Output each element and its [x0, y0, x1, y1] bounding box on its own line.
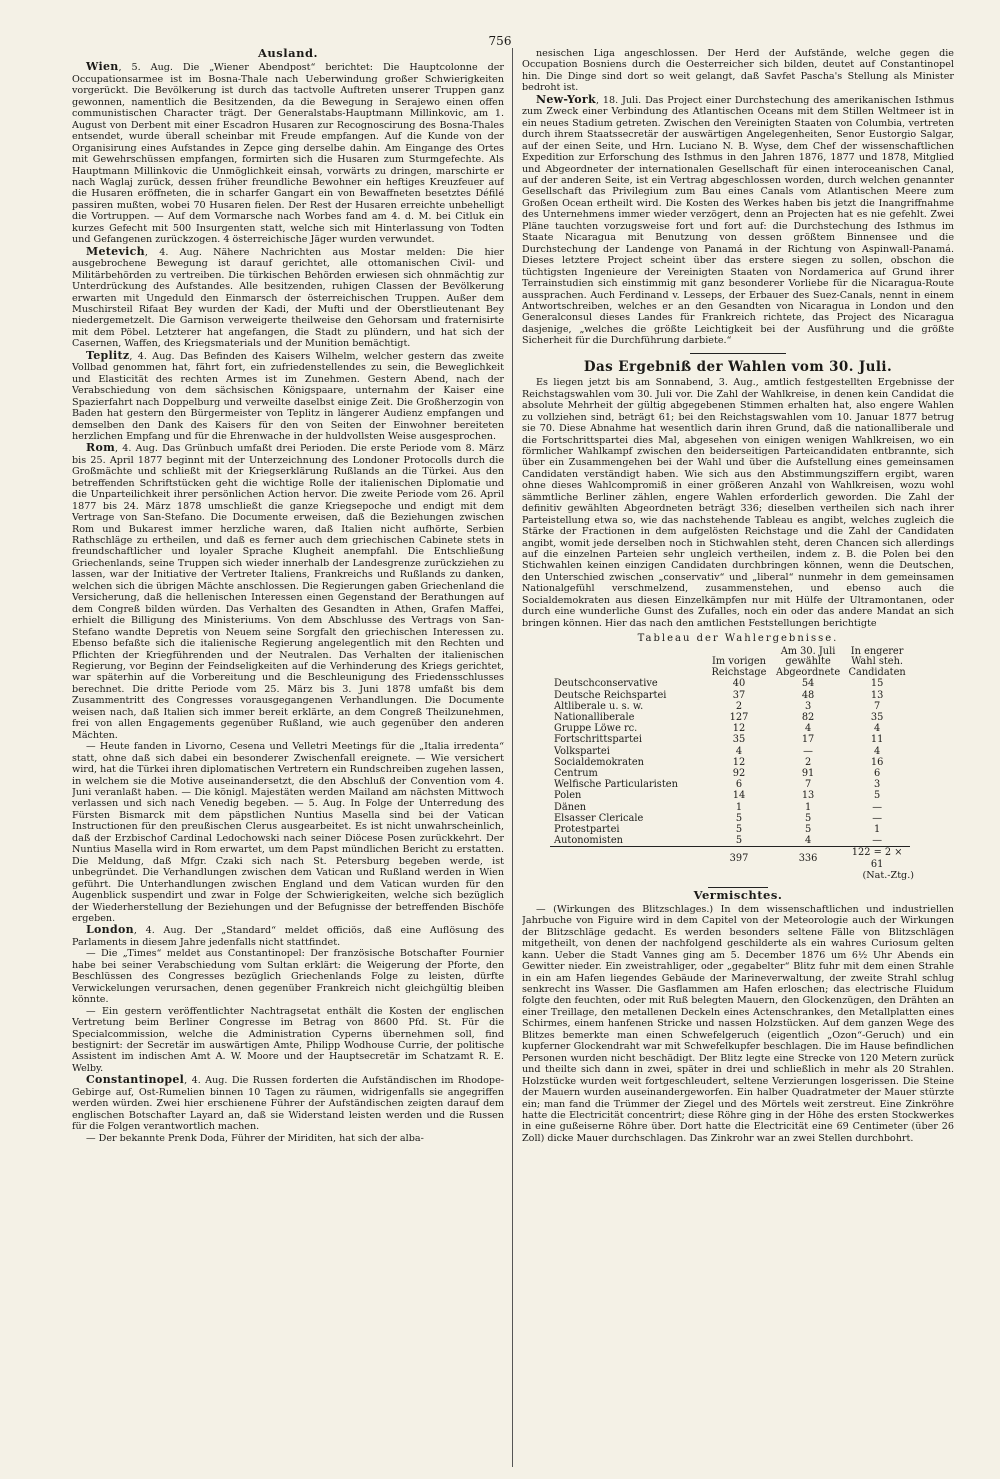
table-body: [550, 678, 910, 869]
table-totals-row: [550, 847, 910, 870]
dateline-city: Constantinopel: [86, 1073, 185, 1087]
count-cell: 4: [873, 723, 881, 735]
paragraph-text: — Die „Times“ meldet aus Constantinopel: Der französische Botschafter Fournier habe bei seiner Verabschiedung vom Sultan erklärt: die Weigerung der Pforte, den Beschlüssen des Congresses bezüglich Griechenlands Folge zu leisten, dürfte Verwickelungen verursachen, denen gegenüber Frankreich nicht gleichgültig bleiben könnte.: [72, 948, 504, 1006]
article-paragraph: [522, 48, 954, 94]
count-cell: 12: [732, 723, 746, 735]
paragraph-text: , 4. Aug. Der „Standard“ meldet officiös, daß eine Auflösung des Parlaments in diesem Jahre jedenfalls nicht stattfindet.: [72, 925, 504, 948]
dateline-city: New-York: [536, 92, 596, 106]
count-cell: 7: [873, 700, 881, 712]
total-cell: 336: [772, 847, 844, 870]
count-cell: 15: [870, 678, 884, 690]
section-heading-vermischtes: Vermischtes.: [693, 888, 783, 903]
table-row: [550, 824, 910, 835]
table-row: [550, 734, 910, 745]
paragraph-text: nesischen Liga angeschlossen. Der Herd der Aufstände, welche gegen die Occupation Bosniens durch die Oesterreicher sich bilden, deutet auf Constantinopel hin. Die Dinge sind dort so weit gelangt, daß Savfet Pascha's Stellung als Minister bedroht ist.: [522, 48, 954, 94]
table-row: [550, 790, 910, 801]
party-name-cell: Deutsche Reichspartei: [554, 689, 667, 701]
count-cell: 5: [804, 824, 812, 836]
party-name-cell: Dänen: [554, 801, 587, 813]
party-name-cell: Centrum: [554, 768, 598, 780]
table-header-row: [550, 647, 910, 679]
count-cell: 2: [735, 700, 743, 712]
article-paragraph: [72, 1133, 504, 1144]
table-column-header: Im vorigen Reichstage: [711, 656, 767, 678]
party-name-cell: Welfische Particularisten: [554, 779, 678, 791]
paragraph-text: , 4. Aug. Das Befinden des Kaisers Wilhelm, welcher gestern das zweite Vollbad genommen hat, fährt fort, ein zufriedenstellendes zu sein, die Beweglichkeit und Elasticität des rechten Armes ist im Zunehmen. Gestern Abend, nach der Verabschiedung von dem sächsischen Königspaare, unternahm der Kaiser eine Spazierfahrt nach Doppelburg und verweilte daselbst einige Zeit. Die Großherzogin von Baden hat gestern den Bürgermeister von Teplitz in längerer Audienz empfangen und demselben den Dank des Kaisers für den von Seiten der Einwohner bereiteten herzlichen Empfang und für die Ehrenwache in der huldvollsten Weise ausgesprochen.: [72, 350, 504, 442]
count-cell: —: [872, 801, 882, 813]
article-paragraph: [72, 246, 504, 350]
table-row: [550, 723, 910, 734]
party-name-cell: Altliberale u. s. w.: [554, 700, 644, 712]
count-cell: 5: [735, 812, 743, 824]
party-name-cell: Gruppe Löwe rc.: [554, 723, 638, 735]
table-row: [550, 678, 910, 689]
count-cell: 5: [804, 812, 812, 824]
count-cell: 14: [732, 790, 746, 802]
left-column: [72, 48, 504, 1469]
table-row: [550, 768, 910, 779]
election-results-table: [550, 647, 910, 870]
dateline-city: Teplitz: [86, 348, 130, 362]
count-cell: 91: [801, 768, 815, 780]
article-paragraph: [72, 924, 504, 948]
right-top-articles: [522, 48, 954, 347]
count-cell: 35: [870, 712, 884, 724]
count-cell: —: [803, 745, 813, 757]
table-column-header: Am 30. Juli gewählte Abgeordnete: [776, 645, 841, 678]
count-cell: 37: [732, 689, 746, 701]
table-row: [550, 746, 910, 757]
total-cell: 122 = 2 × 61: [844, 847, 910, 870]
count-cell: 35: [732, 734, 746, 746]
count-cell: 4: [735, 745, 743, 757]
article-paragraph: [522, 94, 954, 347]
count-cell: 5: [735, 824, 743, 836]
page-number: 756: [488, 34, 512, 48]
paragraph-text: — (Wirkungen des Blitzschlages.) In dem wissenschaftlichen und industriellen Jahrbuche von Figuire wird in dem Capitel von der Meteorologie auch der Wirkungen der Blitzschläge gedacht. Es werden besonders seltene Fälle von Blitzschlägen mitgetheilt, von denen der nachfolgend geschilderte als ein wahres Curiosum gelten kann. Ueber die Stadt Vannes ging am 5. December 1876 um 6½ Uhr Abends ein Gewitter nieder. Ein zweistrahliger, oder „gegabelter“ Blitz fuhr mit dem einen Strahle in ein am Hafen liegendes Gebäude der Marineverwaltung, der zweite Strahl schlug senkrecht ins Wasser. Die Gasflammen am Hafen erloschen; das electrische Fluidum folgte den feuchten, oder mit Ruß belegten Mauern, den Glockenzügen, den Drähten an einer Treillage, den metallenen Deckeln eines Actenschrankes, den Metallplatten eines Schirmes, einem hanfenen Stricke und nassen Holzstücken. Auf dem ganzen Wege des Blitzes bemerkte man einen Schwefelgeruch (eigentlich „Ozon“-Geruch) und ein kupferner Glockendraht war mit Schwefelkupfer beschlagen. Die im Hause befindlichen Personen wurden nicht beschädigt. Der Blitz legte eine Strecke von 120 Metern zurück und theilte sich dann in zwei, später in drei und schließlich in mehr als 20 Strahlen. Holzstücke wurden weit fortgeschleudert, seltene Verzierungen losgerissen. Die Steine der Mauern wurden auseinandergeworfen. Ein halber Quadratmeter der Mauer stürzte ein; man fand die Trümmer der Ziegel und des Mörtels weit zerstreut. Eine Zinkröhre hatte die Electricität concentrirt; diese Röhre ging in der Höhe des ersten Stockwerkes in eine gußeiserne Röhre über. Dort hatte die Electricität eine 69 Centimeter (über 26 Zoll) dicke Mauer durchschlagen. Das Zinkrohr war an zwei Stellen durchbohrt.: [522, 903, 954, 1144]
article-paragraph: [72, 1074, 504, 1132]
party-name-cell: Fortschrittspartei: [554, 734, 642, 746]
party-name-cell: Deutschconservative: [554, 678, 658, 690]
table-row: [550, 802, 910, 813]
total-cell: 397: [706, 847, 772, 870]
count-cell: 11: [870, 734, 884, 746]
count-cell: 7: [804, 779, 812, 791]
table-row: [550, 835, 910, 847]
article-paragraph: [72, 350, 504, 443]
misc-articles: [522, 904, 954, 1145]
election-text: Es liegen jetzt bis am Sonnabend, 3. Aug., amtlich festgestellten Ergebnisse der Reichstagswahlen vom 30. Juli vor. Die Zahl der Wahlkreise, in denen kein Candidat die absolute Mehrheit der gültig abgegebenen Stimmen erhalten hat, also engere Wahlen zu vollziehen sind, beträgt 61; bei den Reichstagswahlen vom 10. Januar 1877 betrug sie 70. Diese Abnahme hat wesentlich darin ihren Grund, daß die nationalliberale und die Fortschrittspartei dies Mal, abgesehen von einigen wenigen Wahlkreisen, wo ein förmlicher Wahlkampf zwischen den beiderseitigen Parteicandidaten entbrannte, sich über ein Zusammengehen bei der Wahl und über die Aufstellung eines gemeinsamen Candidaten verständigt haben. Wie sich aus den Abstimmungsziffern ergibt, waren ohne dieses Wahlcompromiß in einer größeren Anzahl von Wahlkreisen, wozu wohl sämmtliche Berliner zählen, engere Wahlen erforderlich geworden. Die Zahl der definitiv gewählten Abgeordneten beträgt 336; dieselben vertheilen sich nach ihrer Parteistellung etwa so, wie das nachstehende Tableau es angibt, welches zugleich die Stärke der Fractionen in dem aufgelösten Reichstage und die Zahl der Candidaten angibt, womit jede derselben noch in Stichwahlen steht, deren Chancen sich allerdings auf die einzelnen Parteien sehr ungleich vertheilen, indem z. B. die Polen bei den Stichwahlen keinen einzigen Candidaten durchbringen können, wenn die Deutschen, den Unterschied zwischen „conservativ“ und „liberal“ nunmehr in dem gemeinsamen Nationalgefühl verschmelzend, zusammenstehen, und ebenso auch die Socialdemokraten aus diesen Einzelkämpfen nur mit Hülfe der Ultramontanen, oder durch eine wunderliche Gunst des Zufalles, noch ein oder das andere Mandat an sich bringen können. Hier das nach den amtlichen Feststellungen berichtigte: [522, 377, 954, 629]
count-cell: 40: [732, 678, 746, 690]
count-cell: 6: [735, 779, 743, 791]
paragraph-text: , 4. Aug. Das Grünbuch umfaßt drei Perioden. Die erste Periode vom 8. März bis 25. April 1877 beginnt mit der Unterzeichnung des Londoner Protocolls durch die Großmächte und schließt mit der Kriegserklärung Rußlands an die Türkei. Aus den betreffenden Schriftstücken geht die wichtige Rolle der italienischen Diplomatie und die Unparteilichkeit ihrer persönlichen Action hervor. Die zweite Periode vom 26. April 1877 bis 24. März 1878 umschließt die ganze Kriegsepoche und endigt mit dem Vertrage von San-Stefano. Die Documente erweisen, daß die Beziehungen zwischen Rom und Bukarest immer herzliche waren, daß Italien nicht aufhörte, Serbien Rathschläge zu ertheilen, und daß es ferner auch dem griechischen Cabinete stets in freundschaftlicher und loyaler Sprache Klugheit anempfahl. Die Entschließung Griechenlands, seine Truppen sich wieder innerhalb der Landesgrenze zurückziehen zu lassen, war der Initiative der Vertreter Italiens, Frankreichs und Rußlands zu danken, welchen sich die übrigen Mächte anschlossen. Die Regierungen gaben Griechenland die Versicherung, daß die hellenischen Interessen einen Gegenstand der Berathungen auf dem Congreß bilden würden. Das Verhalten des Gesandten in Athen, Grafen Maffei, erhielt die Billigung des Ministeriums. Von dem Abschlusse des Vertrags von San-Stefano wandte Depretis von Neuem seine Sorgfalt den griechischen Interessen zu. Ebenso befaßte sich die italienische Regierung angelegentlich mit den Rechten und Pflichten der Kriegführenden und der Neutralen. Das Verhalten der italienischen Regierung, vor Beginn der Feindseligkeiten auf die Verhinderung des Kriegs gerichtet, war späterhin auf die Vorbereitung und die Beschleunigung des Friedensschlusses berechnet. Die dritte Periode vom 25. März bis 3. Juni 1878 umfaßt bis dem Zusammentritt des Congresses vorausgegangenen Verhandlungen. Die Documente weisen nach, daß Italien sich immer bereit erklärte, an dem Congreß Theilzunehmen, frei von allen Engagements gegenüber Rußland, wie auch gegenüber den anderen Mächten.: [72, 443, 504, 741]
paragraph-text: — Heute fanden in Livorno, Cesena und Velletri Meetings für die „Italia irredenta“ statt, ohne daß sich dabei ein besonderer Zwischenfall ereignete. — Wie versichert wird, hat die Türkei ihren diplomatischen Vertretern ein Rundschreiben zugehen lassen, in welchem sie die Motive auseinandersetzt, die den Abschluß der Convention vom 4. Juni veranlaßt haben. — Die königl. Majestäten werden Mailand am nächsten Mittwoch verlassen und sich nach Venedig begeben. — 5. Aug. In Folge der Unterredung des Fürsten Bismarck mit dem päpstlichen Nuntius Masella sind bei der Vatican Instructionen für den preußischen Clerus ausgearbeitet. Es ist nicht unwahrscheinlich, daß der Erzbischof Cardinal Ledochowski nach seiner Diöcese Posen zurückkehrt. Der Nuntius Masella wird in Rom erwartet, um dem Papst mündlichen Bericht zu erstatten. Die Meldung, daß Mfgr. Czaki sich nach St. Petersburg begeben werde, ist unbegründet. Die Verhandlungen zwischen dem Vatican und Rußland werden in Wien geführt. Die Unterhandlungen zwischen England und dem Vatican wurden für den Augenblick suspendirt und zwar in Folge der Schwierigkeiten, welche sich bezüglich der Wiederherstellung der Beziehungen und der Befugnisse der betreffenden Bischöfe ergeben.: [72, 741, 504, 924]
election-heading: Das Ergebniß der Wahlen vom 30. Juli.: [583, 358, 893, 375]
count-cell: —: [872, 835, 882, 847]
source-note: (Nat.-Ztg.): [862, 869, 914, 881]
table-row: [550, 779, 910, 790]
party-name-cell: Autonomisten: [554, 835, 623, 847]
count-cell: 16: [870, 756, 884, 768]
party-name-cell: Elsasser Clericale: [554, 812, 644, 824]
count-cell: 3: [873, 779, 881, 791]
paragraph-text: , 4. Aug. Nähere Nachrichten aus Mostar melden: Die hier ausgebrochene Bewegung ist darauf gerichtet, alle ottomanischen Civil- und Militärbehörden zu vertreiben. Die türkischen Behörden erwiesen sich ohnmächtig zur Unterdrückung des Aufstandes. Alle besitzenden, ruhigen Classen der Bevölkerung erwarten mit Ungeduld den Einmarsch der österreichischen Truppen. Außer dem Muschirsteil Rifaat Bey wurden der Kadi, der Mufti und der Oberstlieutenant Bey niedergemetzelt. Die Garnison verweigerte theilweise den Gehorsam und fraternisirte mit dem Pöbel. Letzterer hat angefangen, die Stadt zu plündern, und hat sich der Casernen, Waffen, des Kriegsmaterials und der Munition bemächtigt.: [72, 246, 504, 350]
count-cell: 1: [804, 801, 812, 813]
right-column: [522, 48, 954, 1469]
article-paragraph: [72, 61, 504, 245]
count-cell: 1: [873, 824, 881, 836]
paragraph-text: , 18. Juli. Das Project einer Durchstechung des amerikanischen Isthmus zum Zweck einer Verbindung des Atlantischen Oceans mit dem Stillen Weltmeer ist in ein neues Stadium getreten. Zwischen den Vereinigten Staaten von Columbia, vertreten durch ihrem Staatssecretär der auswärtigen Angelegenheiten, Senor Eustorgio Salgar, auf der einen Seite, und Hrn. Luciano N. B. Wyse, dem Chef der wissenschaftlichen Expedition zur Erforschung des Isthmus in den Jahren 1876, 1877 und 1878, Mitglied und Abgeordneter der internationalen Gesellschaft für einen interoceanischen Canal, auf der anderen Seite, ist ein Vertrag abgeschlossen worden, durch welchen genannter Gesellschaft das Privilegium zum Bau eines Canals vom Atlantischen Meere zum Großen Ocean ertheilt wird. Die Kosten des Werkes haben bis jetzt die Inangriffnahme des Unternehmens immer wieder verzögert, denn an Projecten hat es nie gefehlt. Zwei Pläne tauchten vorzugsweise fort und fort auf: die Durchstechung des Isthmus im Staate Nicaragua mit Benutzung von dessen größtem Binnensee und die Durchstechung der Landenge von Panamá in der Richtung von Aspinwall-Panamá. Dieses letztere Project scheint über das erstere siegen zu sollen, obschon die tüchtigsten Ingenieure der Vereinigten Staaten von Nordamerica auf Grund ihrer Terrainstudien sich einstimmig mit ganz besonderer Vorliebe für die Nicaragua-Route aussprachen. Auch Ferdinand v. Lesseps, der Erbauer des Suez-Canals, nennt in einem Antwortschreiben, welches er an den Gesandten von Nicaragua in London und den Generalconsul dieses Landes für Frankreich richtete, das Project des Nicaragua dasjenige, „welches die größte Leichtigkeit bei der Ausführung und die größte Sicherheit für die Durchführung darbiete.“: [522, 94, 954, 347]
dateline-city: Rom: [86, 441, 116, 455]
party-name-cell: Polen: [554, 790, 582, 802]
paragraph-text: — Ein gestern veröffentlichter Nachtragsetat enthält die Kosten der englischen Vertretung beim Berliner Congresse im Betrag von 8600 Pfd. St. Für die Specialcommission, welche die Administration Cyperns übernehmen soll, find bestignirt: der Secretär im auswärtigen Amte, Philipp Wodhouse Currie, der politische Assistent im indischen Amt A. W. Moore und der Hauptsecretär im Schatzamt R. E. Welby.: [72, 1005, 504, 1074]
table-column-header: [550, 647, 706, 679]
table-row: [550, 690, 910, 701]
dateline-city: Wien: [86, 60, 119, 74]
total-cell: [550, 847, 706, 870]
article-paragraph: [72, 741, 504, 924]
count-cell: 2: [804, 756, 812, 768]
count-cell: 5: [873, 790, 881, 802]
table-column-header: In engerer Wahl steh. Candidaten: [848, 645, 906, 678]
count-cell: 3: [804, 700, 812, 712]
count-cell: 48: [801, 689, 815, 701]
party-name-cell: Socialdemokraten: [554, 756, 644, 768]
party-name-cell: Nationalliberale: [554, 712, 635, 724]
count-cell: 17: [801, 734, 815, 746]
count-cell: 92: [732, 768, 746, 780]
count-cell: 4: [804, 723, 812, 735]
table-title: Tableau der Wahlergebnisse.: [637, 633, 839, 645]
paragraph-text: — Der bekannte Prenk Doda, Führer der Miriditen, hat sich der alba-: [86, 1132, 424, 1144]
count-cell: 82: [801, 712, 815, 724]
table-row: [550, 813, 910, 824]
party-name-cell: Volkspartei: [554, 745, 610, 757]
table-row: [550, 701, 910, 712]
party-name-cell: Protestpartei: [554, 824, 620, 836]
paragraph-text: , 5. Aug. Die „Wiener Abendpost“ berichtet: Die Hauptcolonne der Occupationsarmee ist im Bosna-Thale nach Ueberwindung großer Schwierigkeiten vorgerückt. Die Bevölkerung ist durch das tactvolle Auftreten unserer Truppen ganz gewonnen, namentlich die Besitzenden, da die Bewegung in Serajewo einen offen communistischen Character trägt. Der Generalstabs-Hauptmann Millinkovic, am 1. August von Derbent mit einer Escadron Husaren zur Recognoscirung des Bosna-Thales entsendet, wurde überall scheinbar mit Freude empfangen. Auf die Kunde von der Organisirung eines Aufstandes in Zepce ging derselbe dahin. Am Eingange des Ortes mit Gewehrschüssen empfangen, formirten sich die Husaren zum Sturmgefechte. Als Hauptmann Millinkovic die Unmöglichkeit einsah, vorwärts zu dringen, marschirte er nach Waglaj zurück, dessen früher freundliche Bewohner ein heftiges Kreuzfeuer auf die Husaren eröffneten, die in scharfer Gangart ein von Bewaffneten besetztes Défilé passiren mußten, wobei 70 Husaren fielen. Der Rest der Husaren erreichte unbehelligt die Vortruppen. — Auf dem Vormarsche nach Worbes fand am 4. d. M. bei Citluk ein kurzes Gefecht mit 500 Insurgenten statt, welche sich mit Hinterlassung von Todten und Gefangenen zurückzogen. 4 österreichische Jäger wurden verwundet.: [72, 62, 504, 246]
dateline-city: Metevich: [86, 244, 145, 258]
count-cell: 13: [870, 689, 884, 701]
count-cell: 127: [729, 712, 749, 724]
dateline-city: London: [86, 923, 134, 937]
count-cell: 1: [735, 801, 743, 813]
column-divider: [512, 48, 513, 1467]
article-paragraph: [72, 442, 504, 741]
count-cell: 4: [804, 835, 812, 847]
paragraph-text: , 4. Aug. Die Russen forderten die Aufständischen im Rhodope-Gebirge auf, Ost-Rumelien binnen 10 Tagen zu räumen, widrigenfalls sie angegriffen werden würden. Zwei hier erschienene Führer der Aufständischen zeigten darauf dem englischen Botschafter Layard an, daß sie Widerstand leisten werden und die Russen für die Folgen verantwortlich machen.: [72, 1075, 504, 1133]
separator-rule: [690, 353, 786, 354]
article-paragraph: [72, 948, 504, 1005]
count-cell: —: [872, 812, 882, 824]
count-cell: 4: [873, 745, 881, 757]
count-cell: 13: [801, 790, 815, 802]
article-paragraph: [72, 1006, 504, 1075]
count-cell: 54: [801, 678, 815, 690]
count-cell: 5: [735, 835, 743, 847]
count-cell: 6: [873, 768, 881, 780]
article-paragraph: [522, 904, 954, 1145]
table-row: [550, 757, 910, 768]
count-cell: 12: [732, 756, 746, 768]
table-row: [550, 712, 910, 723]
section-heading-ausland: Ausland.: [258, 48, 318, 60]
